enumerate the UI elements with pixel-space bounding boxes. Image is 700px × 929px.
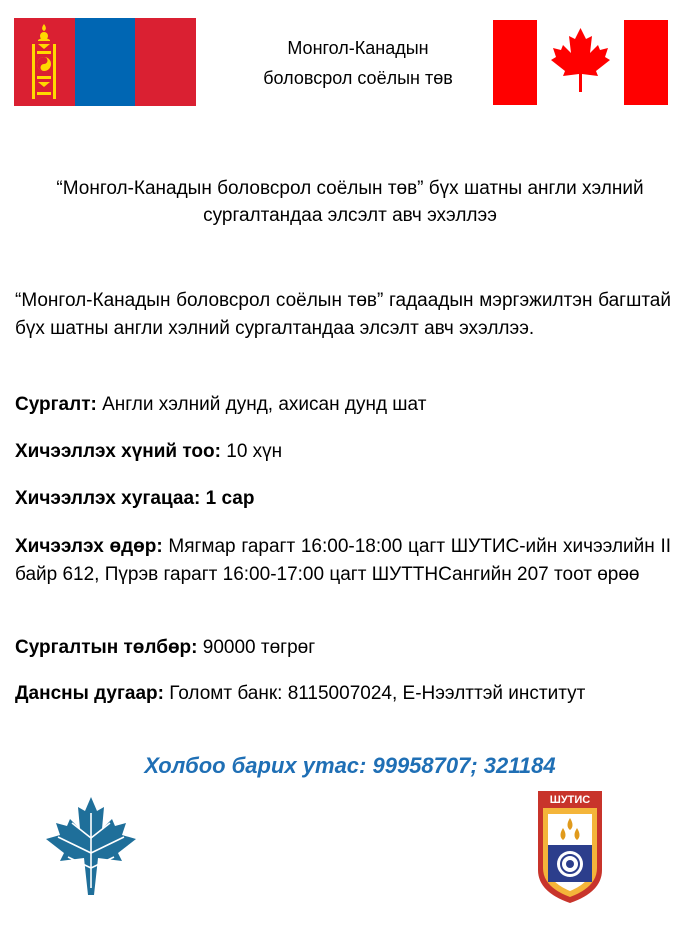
- field-account-value: Голомт банк: 8115007024, Е-Нээлттэй институт: [163, 683, 586, 704]
- field-fee: [15, 634, 671, 662]
- field-fee-value: 90000 төгрөг: [197, 637, 316, 658]
- intro-paragraph: “Монгол-Канадын боловсрол соёлын төв” гадаадын мэргэжилтэн багштай бүх шатны англи хэлний сургалтандаа элсэлт авч эхэллээ.: [15, 290, 671, 339]
- field-account: [15, 680, 671, 708]
- contact-phone: Холбоо барих утас: 99958707; 321184: [144, 753, 556, 778]
- headline: “Монгол-Канадын боловсрол соёлын төв” бүх шатны англи хэлний сургалтандаа элсэлт авч эхэллээ: [56, 178, 644, 226]
- field-days: [15, 533, 671, 589]
- field-students-value: 10 хүн: [220, 441, 283, 462]
- school-badge-text: ШУТИС: [549, 794, 591, 806]
- maple-leaf-logo-icon: [38, 793, 144, 903]
- canada-flag-icon: [493, 20, 668, 105]
- field-course-value: Англи хэлний дунд, ахисан дунд шат: [96, 394, 427, 415]
- field-days-value: Мягмар гарагт 16:00-18:00 цагт ШУТИС-ийн хичээлийн II байр 612, Пүрэв гарагт 16:00-17:00 цагт ШУТТНСангийн 207 тоот өрөө: [15, 536, 672, 585]
- field-fee-label: Сургалтын төлбөр:: [15, 637, 198, 658]
- mongolia-flag-icon: [14, 18, 196, 106]
- field-students: [15, 438, 671, 466]
- field-days-label: Хичээлэх өдөр:: [15, 536, 163, 557]
- field-course: [15, 391, 671, 419]
- field-duration: [15, 485, 671, 513]
- header-title: [230, 33, 486, 93]
- field-duration-label: Хичээллэх хугацаа: 1 сар: [15, 488, 255, 509]
- header-title-line1: Монгол-Канадын: [287, 38, 429, 58]
- school-emblem-icon: [535, 788, 605, 906]
- field-students-label: Хичээллэх хүний тоо:: [15, 441, 221, 462]
- field-account-label: Дансны дугаар:: [15, 683, 164, 704]
- header-title-line2: боловсрол соёлын төв: [263, 68, 453, 88]
- field-course-label: Сургалт:: [15, 394, 97, 415]
